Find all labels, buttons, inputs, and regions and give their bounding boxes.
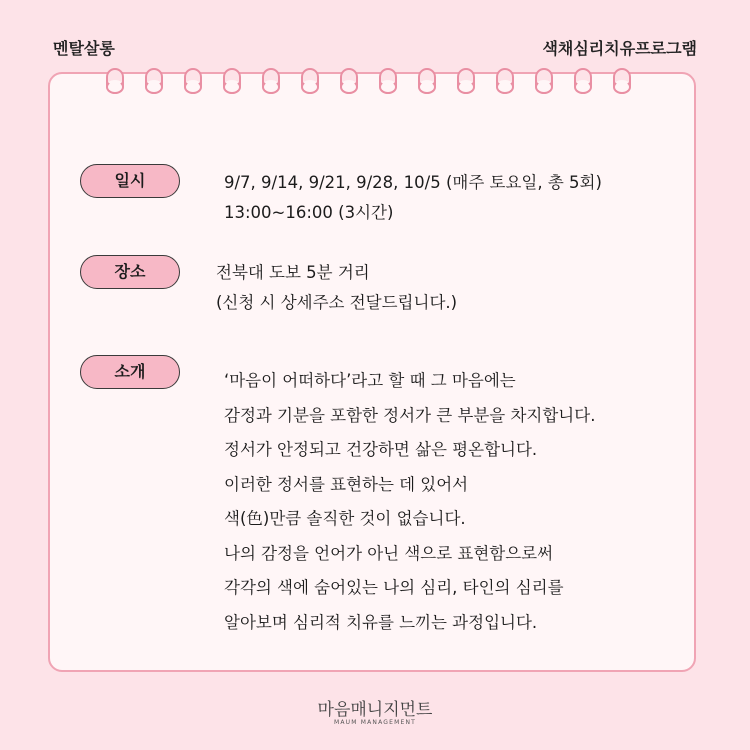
binder-ring-icon	[145, 68, 163, 94]
intro-line: 나의 감정을 언어가 아닌 색으로 표현함으로써	[224, 543, 554, 563]
binder-ring-icon	[613, 68, 631, 94]
binder-rings	[106, 68, 646, 100]
binder-ring-icon	[301, 68, 319, 94]
place-text	[216, 258, 457, 318]
intro-label: 소개	[80, 355, 180, 389]
binder-ring-icon	[106, 68, 124, 94]
binder-ring-icon	[496, 68, 514, 94]
brand-label: 멘탈살롱	[53, 39, 115, 58]
binder-ring-icon	[340, 68, 358, 94]
schedule-dates: 9/7, 9/14, 9/21, 9/28, 10/5 (매주 토요일, 총 5회)	[224, 173, 602, 192]
binder-ring-icon	[535, 68, 553, 94]
place-line: (신청 시 상세주소 전달드립니다.)	[216, 293, 458, 312]
intro-line: 알아보며 심리적 치유를 느끼는 과정입니다.	[224, 612, 538, 632]
footer-logo: 마음매니지먼트	[317, 700, 433, 720]
binder-ring-icon	[574, 68, 592, 94]
binder-ring-icon	[379, 68, 397, 94]
intro-line: 감정과 기분을 포함한 정서가 큰 부분을 차지합니다.	[224, 405, 596, 425]
binder-ring-icon	[457, 68, 475, 94]
binder-ring-icon	[418, 68, 436, 94]
binder-ring-icon	[184, 68, 202, 94]
notepad-card	[48, 72, 696, 672]
program-title: 색채심리치유프로그램	[542, 39, 697, 58]
intro-line: 이러한 정서를 표현하는 데 있어서	[224, 474, 469, 494]
footer-logo-subtitle: MAUM MANAGEMENT	[333, 719, 417, 726]
binder-ring-icon	[223, 68, 241, 94]
place-label: 장소	[80, 255, 180, 289]
place-line: 전북대 도보 5분 거리	[216, 263, 370, 282]
binder-ring-icon	[262, 68, 280, 94]
schedule-text	[224, 168, 602, 228]
intro-line: 색(色)만큼 솔직한 것이 없습니다.	[224, 509, 466, 528]
schedule-time: 13:00~16:00 (3시간)	[224, 203, 394, 222]
intro-line: ‘마음이 어떠하다’라고 할 때 그 마음에는	[224, 371, 516, 390]
intro-text	[224, 364, 595, 640]
intro-line: 각각의 색에 숨어있는 나의 심리, 타인의 심리를	[224, 578, 564, 597]
schedule-label: 일시	[80, 164, 180, 198]
intro-line: 정서가 안정되고 건강하면 삶은 평온합니다.	[224, 440, 538, 459]
